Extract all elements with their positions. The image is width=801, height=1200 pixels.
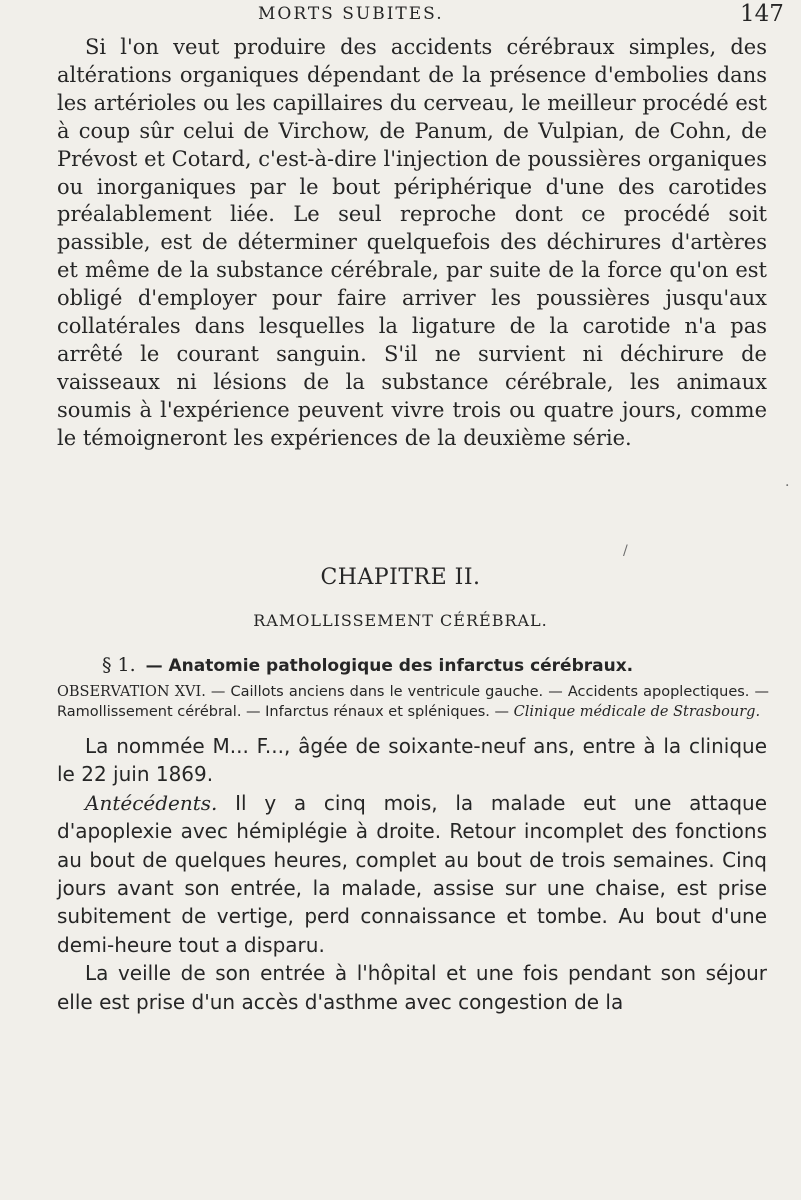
antecedents-label: Antécédents. — [85, 790, 218, 815]
stray-dot: · — [785, 478, 790, 494]
observation-header — [57, 683, 769, 723]
intro-paragraph: Si l'on veut produire des accidents cérébraux simples, des altérations organiques dépendant de la présence d'embolies dans les artérioles ou les capillaires du cerveau, le meilleur procédé est à coup sûr celui de Virchow, de Panum, de Vulpian, de Cohn, de Prévost et Cotard, c'est-à-dire l'injection de poussières organiques ou inorganiques par le bout périphérique d'une des carotides préalablement liée. Le seul reproche dont ce procédé soit passible, est de déterminer quelquefois des déchirures d'artères et même de la substance cérébrale, par suite de la force qu'on est obligé d'employer pour faire arriver les poussières jusqu'aux collatérales dans lesquelles la ligature de la carotide n'a pas arrêté le courant sanguin. S'il ne survient ni déchirure de vaisseaux ni lésions de la substance cérébrale, les animaux soumis à l'expérience peuvent vivre trois ou quatre jours, comme le témoigneront les expériences de la deuxième série. — [57, 35, 767, 450]
page-header — [0, 1, 801, 30]
observation-number: OBSERVATION XVI. — [57, 684, 206, 700]
section-heading — [102, 654, 782, 676]
observation-source: Clinique médicale de Strasbourg. — [513, 703, 761, 720]
page-number: 147 — [740, 1, 784, 27]
case-opening: La nommée M... F..., âgée de soixante-neuf ans, entre à la clinique le 22 juin 1869. — [57, 734, 767, 787]
antecedents-text: Il y a cinq mois, la malade eut une attaque d'apoplexie avec hémiplégie à droite. Retour incomplet des fonctions au bout de quelques heures, complet au bout de trois semaines. Cinq jours avant son entrée, la malade, assise sur une chaise, est prise subitement de vertige, perd connaissance et tombe. Au bout d'une demi-heure tout a disparu. — [57, 790, 767, 957]
case-eve: La veille de son entrée à l'hôpital et une fois pendant son séjour elle est prise d'un accès d'asthme avec congestion de la — [57, 961, 767, 1014]
chapter-subheading: RAMOLLISSEMENT CÉRÉBRAL. — [253, 611, 548, 630]
chapter-heading: CHAPITRE II. — [320, 565, 481, 590]
running-title: MORTS SUBITES. — [258, 4, 444, 24]
case-report — [57, 732, 767, 1016]
section-number: § 1. — [102, 654, 136, 676]
section-title: — Anatomie pathologique des infarctus cérébraux. — [145, 656, 634, 676]
case-antecedents — [57, 789, 767, 959]
stray-mark: / — [623, 543, 628, 559]
intro-text — [57, 34, 767, 453]
observation-summary: — Caillots anciens dans le ventricule gauche. — Accidents apoplectiques. — Ramollissement cérébral. — Infarctus rénaux et spléniques. — — [57, 684, 769, 720]
